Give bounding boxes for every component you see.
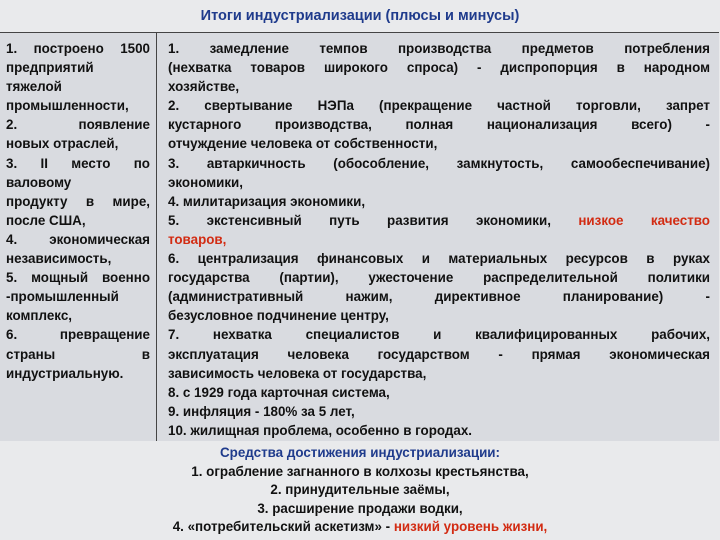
pros-line: индустриальную. <box>6 365 124 381</box>
cons-line: (административный нажим, директивное планирование) - <box>168 289 710 305</box>
means-item <box>0 518 720 537</box>
pros-cons-table <box>0 32 719 442</box>
pros-line: промышленности, <box>6 98 129 114</box>
pros-line: новых отраслей, <box>6 136 119 152</box>
means-item-text: 4. «потребительский аскетизм» - <box>172 519 391 535</box>
cons-line: хозяйстве, <box>168 79 240 95</box>
pros-line: -промышленный <box>6 289 119 305</box>
cons-column <box>158 33 719 441</box>
pros-line: после США, <box>6 212 86 228</box>
cons-line: 8. с 1929 года карточная система, <box>168 384 390 400</box>
cons-line: 6. централизация финансовых и материальных ресурсов в руках <box>168 251 710 267</box>
cons-line: государства (партии), ужесточение распределительной политики <box>168 270 710 286</box>
highlight-text: товаров, <box>168 231 227 247</box>
pros-line: предприятий <box>6 60 94 76</box>
cons-line: (нехватка товаров широкого спроса) - диспропорция в народном <box>168 60 710 76</box>
pros-line: страны в <box>6 346 150 362</box>
pros-line: валовому <box>6 174 72 190</box>
cons-line: 9. инфляция - 180% за 5 лет, <box>168 403 355 419</box>
means-item: 1. ограбление загнанного в колхозы крестьянства, <box>191 463 529 479</box>
cons-line: 3. автаркичность (обособление, замкнутость, самообеспечивание) <box>168 155 710 171</box>
cons-line: 4. милитаризация экономики, <box>168 193 366 209</box>
pros-line: комплекс, <box>6 308 72 324</box>
cons-line: экономики, <box>168 174 243 190</box>
pros-line: 5. мощный военно <box>6 270 150 286</box>
means-section <box>0 441 720 540</box>
pros-column <box>0 33 157 441</box>
pros-line: 4. экономическая <box>6 231 150 247</box>
means-item: 3. расширение продажи водки, <box>257 500 463 516</box>
highlight-text: низкий уровень жизни, <box>393 519 548 535</box>
pros-line: независимость, <box>6 251 112 267</box>
pros-line: продукту в мире, <box>6 193 150 209</box>
cons-line: безусловное подчинение центру, <box>168 308 389 324</box>
cons-line-part: 5. экстенсивный путь развития экономики, <box>168 212 551 228</box>
pros-line: 1. построено 1500 <box>6 41 150 56</box>
pros-line: 6. превращение <box>6 327 150 343</box>
cons-line: 1. замедление темпов производства предметов потребления <box>168 41 710 56</box>
cons-line: 7. нехватка специалистов и квалифицированных рабочих, <box>168 327 710 343</box>
cons-line-mixed <box>168 211 710 230</box>
means-heading: Средства достижения индустриализации: <box>220 445 500 460</box>
cons-line: 10. жилищная проблема, особенно в городах. <box>168 422 473 438</box>
pros-line: тяжелой <box>6 79 62 95</box>
page-title: Итоги индустриализации (плюсы и минусы) <box>200 8 520 24</box>
cons-line: кустарного производства, полная национализация всего) - <box>168 117 710 133</box>
pros-line: 3. II место по <box>6 155 150 171</box>
cons-line: отчуждение человека от собственности, <box>168 136 438 152</box>
cons-line: 2. свертывание НЭПа (прекращение частной торговли, запрет <box>168 98 710 114</box>
cons-line: эксплуатация человека государством - прямая экономическая <box>168 346 710 362</box>
means-item: 2. принудительные заёмы, <box>270 482 450 498</box>
cons-line: зависимость человека от государства, <box>168 365 427 381</box>
pros-line: 2. появление <box>6 117 150 133</box>
highlight-text: низкое качество <box>578 212 710 228</box>
